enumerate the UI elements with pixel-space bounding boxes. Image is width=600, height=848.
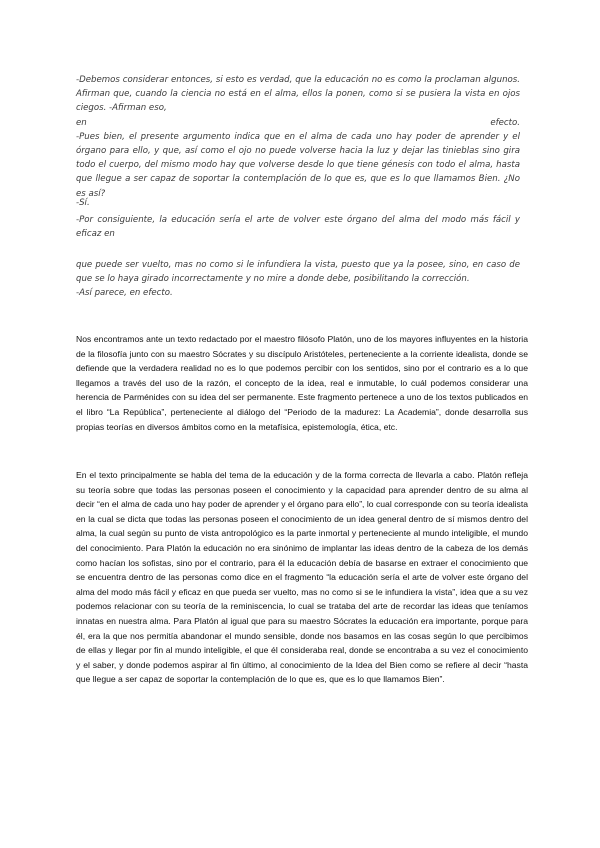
quote-line-4: que puede ser vuelto, mas no como si le infundiera la vista, puesto que ya la posee, sino, en caso de que se lo haya girado incorrectamente y no mire a donde debe, posibilitando la corrección. <box>76 260 520 285</box>
body-paragraph-1: Nos encontramos ante un texto redactado por el maestro filósofo Platón, uno de los mayores influyentes en la historia de la filosofía junto con su maestro Sócrates y su discípulo Aristóteles, perteneciente a la corriente idealista, donde se defiende que la verdadera realidad no es lo que podemos percibir con los sentidos, sino por el contrario es a lo que llegamos a través del uso de la razón, el concepto de la idea, real e inmutable, lo cuál podemos considerar una herencia de Parménides con su idea del ser permanente. Este fragmento pertenece a uno de los textos publicados en el libro “La República”, perteneciente al diálogo del “Periodo de la madurez: La Academia”, donde desarrolla sus propias teorías en diversos ámbitos como en la metafísica, epistemología, ética, etc. <box>76 334 528 432</box>
quote-line-1-end <box>76 116 520 130</box>
quote-excerpt-consequence <box>76 213 520 241</box>
quote-line-2: -Pues bien, el presente argumento indica que en el alma de cada uno hay poder de aprender y el órgano para ello, y que, así como el ojo no puede volverse hacia la luz y dejar las tinieblas sino gira todo el cuerpo, del mismo modo hay que volverse desde lo que tiene génesis con todo el alma, hasta que llegue a ser capaz de soportar la contemplación de lo que es, que es lo que llamamos Bien. ¿No es así? <box>76 131 520 199</box>
quote-line-1-end-right: efecto. <box>490 117 520 128</box>
quote-line-4-end: -Así parece, en efecto. <box>76 288 173 299</box>
quote-line-3: -Sí. <box>76 198 90 208</box>
body-paragraph-2: En el texto principalmente se habla del tema de la educación y de la forma correcta de llevarla a cabo. Platón refleja su teoría sobre que todas las personas poseen el conocimiento y la capacidad para aprender dentro de su alma al decir “en el alma de cada uno hay poder de aprender y el órgano para ello”, lo cual corresponde con su teoría idealista en la cual se dicta que todas las personas poseen el conocimiento de un idea general dentro de sí mismos dentro del alma, la cual según su punto de vista antropológico es la parte inmortal y perteneciente al mundo inteligible, el mundo del conocimiento. Para Platón la educación no era sinónimo de implantar las ideas dentro de la cabeza de los demás como hacían los sofistas, sino por el contrario, para él la educación debía de basarse en extraer el conocimiento que se encuentra dentro de las personas como dice en el fragmento “la educación sería el arte de volver este órgano del alma del modo más fácil y eficaz en que pueda ser vuelto, mas no como si se le infundiera la vista”, idea que a su vez podemos relacionar con su teoría de la reminiscencia, lo cual se trataba del arte de recordar las ideas que teníamos innatas en nuestra alma. Para Platón al igual que para su maestro Sócrates la educación era importante, porque para él, era la que nos permitía abandonar el mundo sensible, donde nos basamos en las cosas según lo que percibimos de ellas y llegar por fin al mundo inteligible, el que él consideraba real, donde se encontraba a su vez el conocimiento y el saber, y donde podemos aspirar al fin último, al conocimiento de la Idea del Bien como se refiere al decir “hasta que llegue a ser capaz de soportar la contemplación de lo que es, que es lo que llamamos Bien”. <box>76 470 528 685</box>
quote-excerpt-closing <box>76 258 520 301</box>
quote-line-1-end-left: en <box>76 117 87 128</box>
quote-line-3b: -Por consiguiente, la educación sería el arte de volver este órgano del alma del modo más fácil y eficaz en <box>76 215 520 240</box>
quote-excerpt-opening <box>76 73 520 201</box>
quote-excerpt-reply <box>76 196 520 210</box>
quote-line-1: -Debemos considerar entonces, si esto es verdad, que la educación no es como la proclaman algunos. Afirman que, cuando la ciencia no está en el alma, ellos la ponen, como si se pusiera la vista en ojos ciegos. -Afirman eso, <box>76 75 520 114</box>
